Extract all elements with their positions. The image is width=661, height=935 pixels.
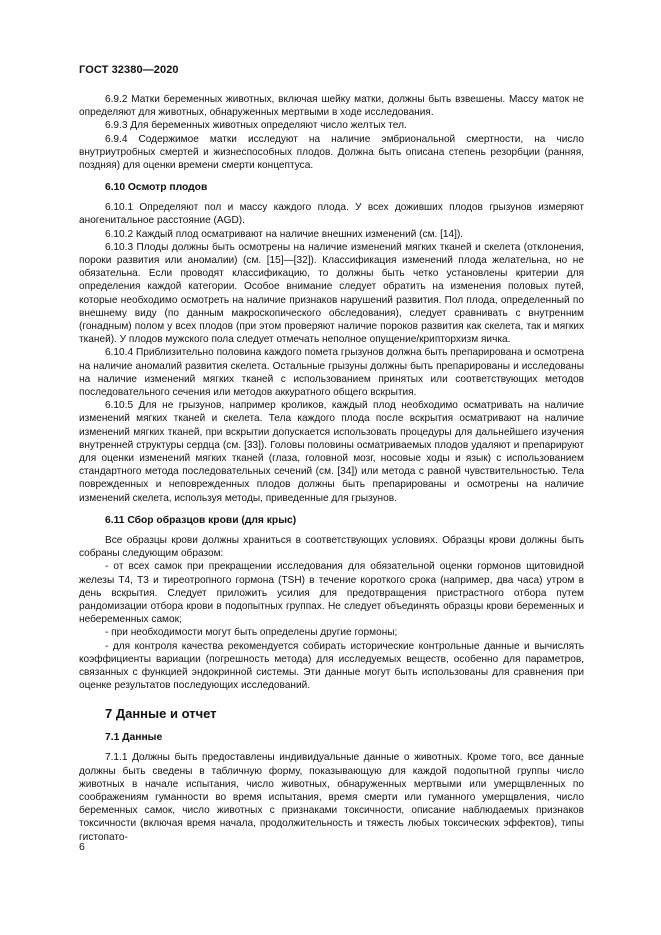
paragraph-7-1-1: 7.1.1 Должны быть предоставлены индивидуальные данные о животных. Кроме того, все данные должны быть сведены в табличную форму, показывающую для каждой подопытной группы число животных в начале испытания, число животных, обнаруженных мертвыми или умерщвленных по соображениям гуманности во время испытания, время смерти или гуманного умерщвления, число беременных самок, число животных с признаками токсичности, описание наблюдаемых признаков токсичности (включая время начала, продолжительность и тяжесть любых токсических эффектов), типы гистопато-	[79, 752, 584, 843]
section-heading-6-11: 6.11 Сбор образцов крови (для крыс)	[105, 514, 297, 526]
section-heading-6-10: 6.10 Осмотр плодов	[105, 182, 208, 194]
list-item-quality-control: - для контроля качества рекомендуется собирать исторические контрольные данные и вычислять коэффициенты вариации (погрешность метода) для исследуемых веществ, особенно для параметров, связанных с функцией эндокринной системы. Эти данные могут быть использованы для сравнения при оценке результатов последующих исследований.	[79, 640, 584, 692]
document-header: ГОСТ 32380—2020	[79, 64, 179, 76]
document-body	[79, 93, 584, 844]
paragraph-6-10-1: 6.10.1 Определяют пол и массу каждого плода. У всех доживших плодов грызунов измеряют аногенитальное расстояние (AGD).	[79, 202, 584, 227]
list-item-other-hormones: - при необходимости могут быть определены другие гормоны;	[105, 627, 398, 639]
paragraph-6-9-2: 6.9.2 Матки беременных животных, включая шейку матки, должны быть взвешены. Массу маток не определяют для животных, обнаруженных мертвыми в ходе исследования.	[79, 94, 584, 119]
paragraph-6-10-4: 6.10.4 Приблизительно половина каждого помета грызунов должна быть препарирована и осмотрена на наличие аномалий развития скелета. Остальные грызуны должны быть препарированы и исследованы на наличие изменений мягких тканей с использованием принятых или соответствующих методов последовательного сечения или методов аккуратного общего вскрытия.	[79, 347, 584, 399]
paragraph-6-9-4: 6.9.4 Содержимое матки исследуют на наличие эмбриональной смертности, на число внутриутробных смертей и жизнеспособных плодов. Должна быть описана степень резорбции (ранняя, поздняя) для оценки времени смерти концептуса.	[79, 133, 584, 172]
section-heading-7: 7 Данные и отчет	[105, 706, 217, 722]
list-item-thyroid: - от всех самок при прекращении исследования для обязательной оценки гормонов щитовидной железы Т4, Т3 и тиреотропного гормона (TSH) в течение короткого срока (например, два часа) утром в день вскрытия. Следует приложить усилия для предотвращения пристрастного отбора путем рандомизации отбора крови в подопытных группах. Не следует объединять образцы крови беременных и небеременных самок;	[79, 561, 584, 626]
paragraph-6-10-2: 6.10.2 Каждый плод осматривают на наличие внешних изменений (см. [14]).	[105, 228, 464, 240]
paragraph-6-10-3: 6.10.3 Плоды должны быть осмотрены на наличие изменений мягких тканей и скелета (отклонения, пороки развития или аномалии) (см. [15]—[32]). Классификация изменений плода желательна, но не обязательна. Если проводят классификацию, то должны быть четко установлены критерии для определения каждой категории. Особое внимание следует обратить на изменения половых путей, которые необходимо осмотреть на наличие признаков нарушений развития. Пол плода, определенный по внешнему виду (по данным макроскопического обследования), следует сравнивать с внутренним (гонадным) полом у всех плодов (при этом проверяют наличие пороков развития как скелета, так и мягких тканей). У плодов мужского пола следует отмечать неполное опущение/крипторхизм яичка.	[79, 241, 584, 346]
section-heading-7-1: 7.1 Данные	[105, 732, 163, 744]
page-number: 6	[79, 841, 85, 853]
paragraph-6-11-intro: Все образцы крови должны храниться в соответствующих условиях. Образцы крови должны быть собраны следующим образом:	[79, 534, 584, 560]
paragraph-6-10-5: 6.10.5 Для не грызунов, например кроликов, каждый плод необходимо осматривать на наличие изменений мягких тканей и скелета. Тела каждого плода после вскрытия осматривают на наличие изменений мягких тканей, при вскрытии допускается использовать процедуры для дальнейшего изучения внутренней структуры сердца (см. [33]). Головы половины осматриваемых плодов удаляют и препарируют для оценки изменений мягких тканей (глаза, головной мозг, носовые ходы и язык) с использованием стандартного метода последовательных сечений (см. [34]) или метода с равной чувствительностью. Тела поврежденных и неповрежденных плодов должны быть препарированы и осмотрены на наличие изменений скелета, используя методы, приведенные для грызунов.	[79, 400, 584, 504]
paragraph-6-9-3: 6.9.3 Для беременных животных определяют число желтых тел.	[105, 120, 407, 132]
